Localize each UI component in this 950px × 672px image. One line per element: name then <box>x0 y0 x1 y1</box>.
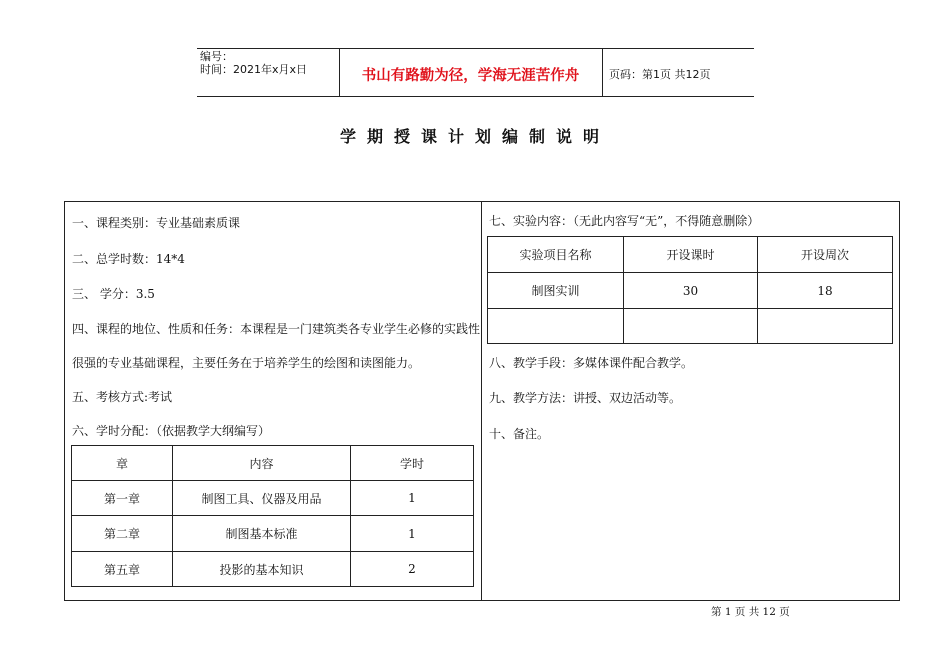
header-motto: 书山有路勤为径，学海无涯苦作舟 <box>361 68 580 84</box>
table-cell: 1 <box>351 516 474 552</box>
table-cell: 第五章 <box>72 552 173 587</box>
table-row <box>488 273 893 309</box>
remarks: 十、备注。 <box>489 427 550 441</box>
table-cell: 第一章 <box>72 481 173 516</box>
hours-header-hours: 学时 <box>351 446 474 481</box>
table-cell: 18 <box>758 273 893 309</box>
assessment-method: 五、考核方式:考试 <box>72 390 173 404</box>
table-row <box>72 481 474 516</box>
hours-table-header <box>72 446 474 481</box>
table-cell <box>488 309 624 344</box>
table-cell: 制图基本标准 <box>173 516 351 552</box>
course-position-line-1: 四、课程的地位、性质和任务：本课程是一门建筑类各专业学生必修的实践性 <box>72 322 481 336</box>
table-row <box>72 516 474 552</box>
experiment-table-header <box>488 237 893 273</box>
table-row <box>488 309 893 344</box>
header-page-label: 页码：第1页 共12页 <box>609 68 711 81</box>
table-cell: 30 <box>624 273 758 309</box>
header-divider-right <box>602 49 603 96</box>
table-cell: 制图工具、仪器及用品 <box>173 481 351 516</box>
header-left-block <box>200 50 307 76</box>
course-position-line-2: 很强的专业基础课程，主要任务在于培养学生的绘图和读图能力。 <box>72 356 421 370</box>
experiment-label: 七、实验内容：（无此内容写“无”，不得随意删除） <box>489 214 760 228</box>
credits: 三、 学分：3.5 <box>72 287 155 301</box>
teaching-means: 八、教学手段：多媒体课件配合教学。 <box>489 356 694 370</box>
table-cell: 第二章 <box>72 516 173 552</box>
table-cell: 2 <box>351 552 474 587</box>
column-divider <box>481 201 482 601</box>
header-top-rule <box>197 48 754 49</box>
time-label: 时间：2021年x月x日 <box>200 63 308 76</box>
hours-table <box>71 445 474 587</box>
table-cell: 制图实训 <box>488 273 624 309</box>
hour-allocation-label: 六、学时分配：（依据教学大纲编写） <box>72 424 271 438</box>
table-row <box>72 552 474 587</box>
table-cell: 1 <box>351 481 474 516</box>
page-footer: 第 1 页 共 12 页 <box>711 606 790 618</box>
hours-header-chapter: 章 <box>72 446 173 481</box>
table-cell: 投影的基本知识 <box>173 552 351 587</box>
header-bottom-rule <box>197 96 754 97</box>
teaching-method: 九、教学方法：讲授、双边活动等。 <box>489 391 682 405</box>
hours-header-content: 内容 <box>173 446 351 481</box>
number-label: 编号： <box>200 50 233 63</box>
total-hours: 二、总学时数：14*4 <box>72 252 185 266</box>
page-title: 学期授课计划编制说明 <box>339 127 610 146</box>
experiment-table <box>487 236 893 344</box>
table-cell <box>624 309 758 344</box>
experiment-header-name: 实验项目名称 <box>488 237 624 273</box>
experiment-header-hours: 开设课时 <box>624 237 758 273</box>
table-cell <box>758 309 893 344</box>
experiment-header-weeks: 开设周次 <box>758 237 893 273</box>
course-type: 一、课程类别：专业基础素质课 <box>72 216 241 230</box>
